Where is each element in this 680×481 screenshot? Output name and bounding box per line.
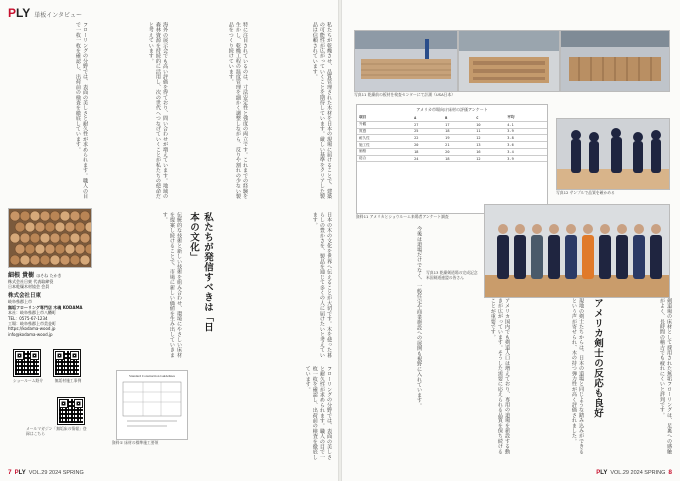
log-end: [45, 222, 55, 232]
log-end: [80, 255, 90, 265]
factory-photo-3: [560, 30, 670, 92]
qr-note: メールマガジン「無垢床の情報」登録はこちら: [26, 426, 87, 436]
log-end: [60, 233, 70, 243]
log-end: [50, 211, 60, 221]
body-lower-3: フローリングの分野では、表面の美しさと耐久性が求められます。職人の目で一枚一枚を確認し、出荷前の検査を徹底しています。: [304, 366, 332, 460]
table-cell: 18: [443, 128, 474, 135]
log-end: [40, 211, 50, 221]
table-cell: 21: [443, 142, 474, 149]
doc-diagram: [117, 378, 187, 438]
person-head: [566, 224, 576, 234]
table-cell: 11: [474, 128, 505, 135]
survey-table: [356, 104, 548, 214]
log-end: [75, 244, 85, 254]
log-end: [30, 233, 40, 243]
person-head: [549, 224, 559, 234]
log-end: [10, 255, 20, 265]
log-end: [30, 255, 40, 265]
table-cell: 10: [474, 121, 505, 128]
ply-logo: PLY: [8, 6, 31, 20]
log-end: [60, 211, 70, 221]
guideline-document: [116, 370, 188, 440]
table-cell: 外観: [357, 121, 412, 128]
kendo-practice-photo: [556, 118, 670, 190]
person-title: 株式会社日東 代表取締役: [8, 279, 54, 284]
table-cell: 3.8: [505, 135, 547, 142]
table-cell: C: [474, 115, 505, 121]
person-head: [634, 224, 644, 234]
table-cell: B: [443, 115, 474, 121]
table-row: [357, 155, 547, 162]
log-end: [80, 211, 90, 221]
page-number-right: 8: [668, 469, 672, 476]
company-sub: 岐阜県郡上市: [8, 299, 32, 305]
log-end: [25, 244, 35, 254]
log-end: [65, 244, 75, 254]
table-cell: 18: [412, 148, 443, 155]
table-cell: 3.9: [505, 128, 547, 135]
doc-title: Standard Construction Guidelines: [129, 374, 175, 378]
table-cell: 17: [443, 121, 474, 128]
log-end: [70, 211, 80, 221]
body-lower-1: 日本の木の文化を世界へ伝えることが大切です。木を使った暮らしの豊かさを、製品を通じて多くの人に届けたいと考えています。: [311, 212, 332, 358]
page-header: [8, 6, 82, 20]
table-row: [357, 135, 547, 142]
log-end: [40, 233, 50, 243]
table-cell: 24: [412, 155, 443, 162]
table-cell: 4.1: [505, 121, 547, 128]
table-cell: 12: [474, 135, 505, 142]
log-end: [80, 233, 90, 243]
person-figure: [633, 235, 645, 279]
left-page: [0, 0, 338, 481]
company-mail[interactable]: info@kodama-wood.jp: [8, 331, 53, 337]
person-figure: [565, 235, 577, 279]
table-cell: 22: [412, 135, 443, 142]
person-name: 細根 貴樹: [8, 272, 35, 279]
qr2-label: 無垢材施工事例: [54, 378, 82, 383]
qr-code-mailmag[interactable]: [58, 398, 84, 424]
right-body-1: 剣道場の床材として採用された無垢フローリングは、足裏への感触がよく、長時間の稽古でも疲れにくいと評判です。: [658, 298, 672, 454]
doc-caption: 資料① 床材の標準施工要領: [112, 440, 159, 445]
company-addr2: TEL：0575-67-1234: [8, 315, 48, 321]
table-title: アメリカ市場向け床材の評価アンケート: [416, 107, 488, 112]
table-cell: 3.9: [505, 155, 547, 162]
person-head: [498, 224, 508, 234]
person-head: [600, 224, 610, 234]
company-info: [8, 294, 92, 337]
log-end: [55, 222, 65, 232]
survey-data-table: [357, 115, 547, 162]
company-web[interactable]: https://kodama-wood.jp: [8, 326, 56, 332]
table-row: [357, 142, 547, 149]
table-cell: 18: [443, 155, 474, 162]
table-cell: 施工性: [357, 142, 412, 149]
log-end: [10, 211, 20, 221]
person-figure: [514, 235, 526, 279]
table-cell: 16: [474, 148, 505, 155]
page-number-left: 7: [8, 469, 12, 476]
qr-code-showroom[interactable]: [14, 350, 40, 376]
person-head: [583, 224, 593, 234]
photo-caption-12: 写真12 サンプルで品質を確かめる: [556, 190, 615, 195]
log-end: [65, 222, 75, 232]
table-cell: 19: [443, 135, 474, 142]
log-end: [40, 255, 50, 265]
table-cell: 27: [412, 121, 443, 128]
person-head: [617, 224, 627, 234]
body-column-3: 海外の展示会でも高い評価を得ており、問い合わせが増えています。地域の森林資源を持続的に活用し、次の世代へつなげていくことが私たちの使命だと考えています。: [147, 22, 168, 199]
factory-image-3: [561, 31, 669, 91]
log-end: [20, 233, 30, 243]
footer-brand-left: PLY: [14, 469, 26, 476]
qr1-label: ショールーム紹介: [12, 378, 44, 383]
log-end: [15, 222, 25, 232]
table-cell: 20: [443, 148, 474, 155]
person-head: [651, 224, 661, 234]
section-subtitle: 単板インタビュー: [34, 13, 83, 19]
log-end: [25, 222, 35, 232]
table-cell: 総合: [357, 155, 412, 162]
person-figure: [599, 235, 611, 279]
log-pile-photo: [8, 208, 92, 268]
group-photo: [484, 204, 670, 298]
table-cell: 価格: [357, 148, 412, 155]
qr-code-cases[interactable]: [54, 350, 80, 376]
table-cell: 平均: [505, 115, 547, 121]
body-column-1: 私たちが乾燥させ、品質管理された木材を日本の現場に届けることで、建築の可能性が広がっていくことを期待しています。厳しい基準をクリアした製品は信頼されています。: [311, 22, 332, 199]
section-heading: 私たちが発信すべきは「日本の文化」: [188, 212, 213, 332]
right-body-2: 現地の剣士たちからは、日本の道場と同じような踏み込みができるという声が寄せられ、木の持つ弾力性が高く評価されました。: [570, 298, 584, 454]
footer-brand-right: PLY: [596, 469, 608, 476]
table-cell: A: [412, 115, 443, 121]
table-cell: 3.4: [505, 148, 547, 155]
person-head: [515, 224, 525, 234]
footer-issue-right: VOL.29 2024 SPRING: [610, 469, 666, 476]
table-row: [357, 128, 547, 135]
company-addr1: 本社：岐阜県郡上市八幡町: [8, 310, 56, 316]
log-end: [30, 211, 40, 221]
log-end: [70, 255, 80, 265]
person-figure: [548, 235, 560, 279]
person-org: 日本乾燥木材協会 会員: [8, 284, 50, 289]
footer-issue-left: VOL.29 2024 SPRING: [28, 469, 84, 476]
company-name: 株式会社日東: [8, 293, 42, 299]
person-figure: [531, 235, 543, 279]
log-end: [35, 244, 45, 254]
log-end: [20, 211, 30, 221]
photo-caption-11: 写真11 乾燥前の板材を検査センターにて計測（USA日本）: [354, 92, 456, 97]
log-end: [10, 233, 20, 243]
company-line1: 無垢フローリング専門店 木魂 KODAMA: [8, 304, 83, 310]
table-cell: 13: [474, 142, 505, 149]
table-cell: 25: [412, 128, 443, 135]
table-cell: 項目: [357, 115, 412, 121]
table-row: [357, 121, 547, 128]
log-end: [50, 233, 60, 243]
person-figure: [650, 235, 662, 279]
log-end: [60, 255, 70, 265]
log-end: [15, 244, 25, 254]
log-end: [55, 244, 65, 254]
log-end: [70, 233, 80, 243]
log-end: [20, 255, 30, 265]
factory-photo-1: [354, 30, 458, 92]
person-figure: [582, 235, 594, 279]
table-cell: 耐久性: [357, 135, 412, 142]
log-pile-image: [9, 209, 91, 267]
table-cell: 3.6: [505, 142, 547, 149]
right-body-4: 今後は道場だけでなく、一般住宅や商業施設への展開も視野に入れています。: [416, 226, 422, 408]
right-footer: [596, 469, 672, 476]
body-column-4: フローリングの分野では、表面の美しさと耐久性が求められます。職人の目で一枚一枚を確認し、出荷前の検査を徹底しています。: [74, 22, 88, 199]
person-head: [532, 224, 542, 234]
left-footer: [8, 469, 84, 476]
factory-photo-2: [458, 30, 560, 92]
log-end: [45, 244, 55, 254]
person-info: [8, 270, 90, 289]
body-column-2: 特に注目されているのは、寸法安定性と強度の両立です。これまでの経験を生かし、乾燥工程の温度管理を細かく調整しながら、反りや割れの少ない製品をつくり続けています。: [227, 22, 248, 199]
person-kana: ほそね たかき: [36, 273, 62, 278]
factory-image-1: [355, 31, 457, 91]
table-caption: 資料11 アメリカとショウルーム来場者アンケート調査: [356, 214, 449, 219]
body-lower-2: 伝統的な技術と新しい技術を組み合わせ、環境にやさしい床材を提案し続けることで、市場に新しい価値を生み出していきます。: [161, 212, 182, 358]
table-cell: 質感: [357, 128, 412, 135]
table-cell: 12: [474, 155, 505, 162]
kendo-practice-image: [557, 119, 669, 189]
right-body-3: アメリカ国内でも剣道人口は増えており、専用の道場を新設する動きが広がっています。そうした需要に応えられる品質を保ち続けることが重要です。: [489, 298, 510, 454]
log-end: [50, 255, 60, 265]
person-figure: [616, 235, 628, 279]
right-page: [342, 0, 680, 481]
factory-image-2: [459, 31, 559, 91]
table-cell: 20: [412, 142, 443, 149]
person-figure: [497, 235, 509, 279]
right-section-heading: アメリカ剣士の反応も良好: [592, 298, 603, 418]
group-caption: 写真13 乾燥剣道場の完成記念 米国剣道連盟の皆さん: [426, 270, 478, 280]
log-end: [35, 222, 45, 232]
table-row: [357, 148, 547, 155]
group-image: [485, 205, 669, 297]
log-end: [75, 222, 85, 232]
company-addr3: 工場：岐阜県郡上市美並町: [8, 321, 56, 327]
